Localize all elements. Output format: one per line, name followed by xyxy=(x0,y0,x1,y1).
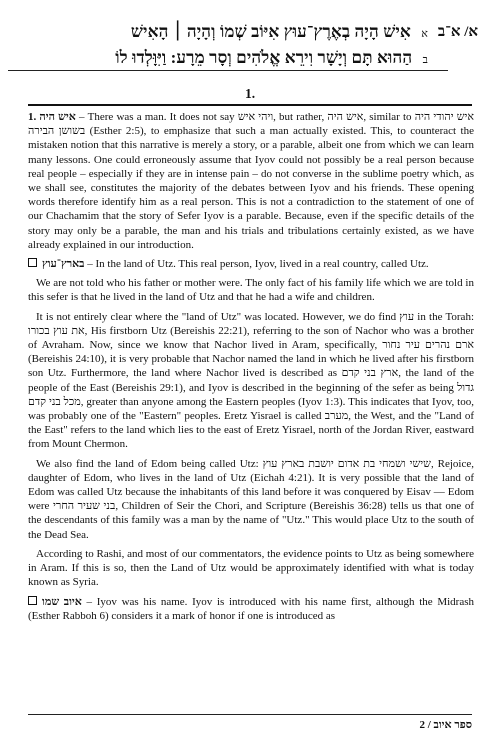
commentary-paragraph: 1. איש היה – There was a man. It does not say ויהי איש, but rather, איש היה, similar to איש יהודי היה בשושן הבירה (Esther 2:5), to emphasize that such a man actually existed. This, to counteract the mistaken notion that this narrative is merely a story, or a parable, albeit one from which we can learn many lessons. One could erroneously assume that Iyov could not possibly be a real person because real people – especially if they are in intense pain – do not converse in the sublime poetry which, as we shall see, constitutes the majority of the debates between Iyov and his friends. These opening words therefore identify him as a real person. This is not a contradiction to the statement of one of our Chachamim that the story of Sefer Iyov is a parable. Because, even if the specific details of the story may only be a parable, the man and his trials and tribulations certainly existed, as we have already explained in our introduction. xyxy=(28,111,475,251)
verse-text-1: אִישׁ הָיָה בְאֶרֶץ־עוּץ אִיּוֹב שְׁמוֹ וְהָיָה ׀ הָאִישׁ xyxy=(130,22,411,41)
footer-divider xyxy=(28,714,472,715)
chapter-reference: א/ א־ב xyxy=(437,24,478,40)
verse-number-1: א xyxy=(421,28,428,40)
verse-line-2 xyxy=(115,48,428,68)
commentary-paragraph: We also find the land of Edom being called Utz: שישי ושמחי בת אדום יושבת בארץ עוץ, Rejoice, daughter of Edom, who lives in the land of Utz (Eichah 4:21). It is very possible that the land of Edom was called Utz because the inhabitants of this land before it was conquered by Eisav — Edom were בני שעיר החרי, Children of Seir the Chori, and Scripture (Bereishis 36:28) tells us that one of the descendants of this family was a man by the name of "Utz." This would place Utz to the south of the Dead Sea. xyxy=(28,457,474,541)
commentary-paragraph: איוב שמו – Iyov was his name. Iyov is introduced with his name first, although the Midrash (Esther Rabboh 6) considers it a mark of honor if one is introduced as xyxy=(28,595,475,622)
checkbox-icon xyxy=(28,596,37,605)
verse-line-1 xyxy=(131,22,428,42)
footer-page-label: 2 / ספר איוב xyxy=(419,719,472,731)
page xyxy=(28,18,478,76)
commentary-paragraph: בארץ־עוץ – In the land of Utz. This real person, Iyov, lived in a real country, called Utz. xyxy=(28,257,474,271)
checkbox-icon xyxy=(28,258,37,267)
section-number: 1. xyxy=(244,86,256,101)
verse-block xyxy=(28,18,478,76)
commentary-paragraph: We are not told who his father or mother were. The only fact of his family life which we are told in this sefer is that he lived in the land of Utz and that he had a wife and children. xyxy=(28,277,474,304)
commentary-paragraph: According to Rashi, and most of our commentators, the evidence points to Utz as being somewhere in Aram. If this is so, then the Land of Utz would be approximately identified with what is today known as Syria. xyxy=(28,547,474,589)
verse-divider xyxy=(8,70,448,71)
verse-text-2: הַהוּא תָּם וְיָשָׁר וִירֵא אֱלֹהִים וְסָר מֵרָע: וַיִּוָּלְדוּ לוֹ xyxy=(115,48,413,67)
commentary-body xyxy=(28,110,474,628)
verse-number-2: ב xyxy=(422,54,428,66)
section-divider xyxy=(28,104,472,106)
commentary-paragraph: It is not entirely clear where the "land of Utz" was located. However, we do find עוץ in the Torah: את עוץ בכורו, His firstborn Utz (Bereishis 22:21), referring to the son of Nachor who was a brother of Avraham. Now, since we know that Nachor lived in Aram, specifically, ארם נהרים עיר נחור (Bereishis 24:10), it is very probable that Nachor named the land in which he lived after his firstborn son Utz. Furthermore, the land where Nachor lived is described as ארץ בני קדם, the land of the people of the East (Bereishis 29:1), and Iyov is described in the beginning of the sefer as being גדול מכל בני קדם, greater than anyone among the Eastern peoples (Iyov 1:3). This indicates that Iyov, too, was probably one of the "Eastern" peoples. Eretz Yisrael is called מערב, the West, and the "Land of the East" refers to the land which lies to the east of Eretz Yisrael, north of the Jordan River, eastward from Mount Chermon. xyxy=(28,310,474,451)
